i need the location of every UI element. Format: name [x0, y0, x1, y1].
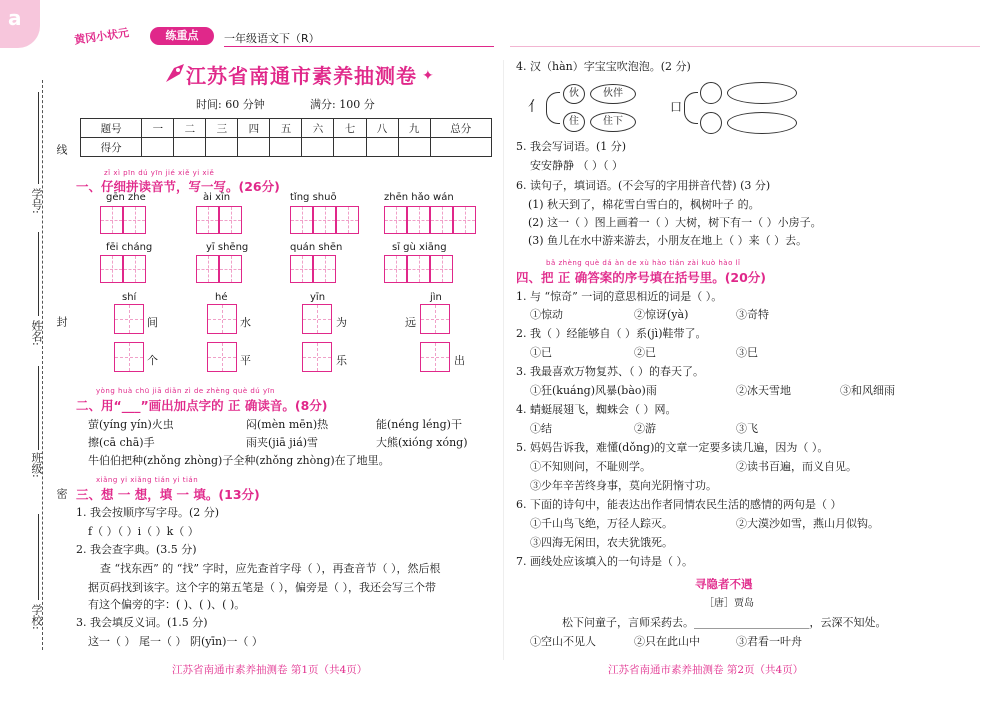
score-head-10: 总分 [430, 119, 491, 138]
writing-grid-cell[interactable] [219, 206, 242, 234]
sec3-q3-answer[interactable]: 这一（ ） 尾一（ ） 阴(yīn)一（ ） [88, 635, 263, 648]
sec2-item: 萤(yíng yín)火虫 [88, 418, 174, 431]
sec3-q2-text[interactable]: 据页码找到该字。这个字的第五笔是（ ），偏旁是（ ），我还会写三个带 [88, 581, 436, 594]
char-label: 出 [454, 354, 465, 367]
pinyin-word: gēn zhe [106, 192, 146, 203]
m1-option[interactable]: ①惊动 [530, 308, 563, 321]
writing-grid-cell[interactable] [302, 304, 332, 334]
m2-option[interactable]: ①已 [530, 346, 552, 359]
m6-option[interactable]: ①千山鸟飞绝，万径人踪灭。 [530, 517, 673, 530]
bubble-blank-word[interactable] [727, 112, 797, 134]
subject-label: 一年级语文下（R） [224, 32, 320, 45]
label-banji: 班级: [30, 452, 43, 478]
score-head-7: 七 [334, 119, 366, 138]
banji-field[interactable] [38, 366, 39, 450]
title-rocket-icon [162, 60, 188, 86]
xuexiao-field[interactable] [38, 514, 39, 600]
bubble-word: 伙伴 [590, 84, 636, 104]
m7-option[interactable]: ①空山不见人 [530, 635, 596, 648]
writing-grid-cell[interactable] [196, 206, 219, 234]
writing-grid-cell[interactable] [453, 206, 476, 234]
binding-xian: 线 [55, 144, 68, 155]
score-head-5: 五 [270, 119, 302, 138]
writing-grid-cell[interactable] [407, 255, 430, 283]
sec3-title: 三、想 一 想，填 一 填。(13分) [76, 487, 260, 502]
pinyin-word: ài xīn [203, 192, 231, 203]
sec1-pinyin: zǐ xì pīn dú yīn jié xiě yi xiě [104, 169, 215, 177]
m5-option[interactable]: ①不知则问，不耻则学。 [530, 460, 651, 473]
poem-title: 寻隐者不遇 [695, 577, 753, 591]
writing-grid-cell[interactable] [290, 206, 313, 234]
sec3-q2-text[interactable]: 有这个偏旁的字：( )、( )、( )。 [88, 598, 246, 611]
m7-question: 7. 画线处应该填入的一句诗是（ ）。 [516, 555, 693, 568]
bubble-word: 住下 [590, 112, 636, 132]
pinyin-word: zhēn hǎo wán [384, 192, 454, 203]
m1-option[interactable]: ③奇特 [736, 308, 769, 321]
corner-letter: a [8, 6, 22, 30]
sec2-item: 闷(mèn mēn)热 [246, 418, 329, 431]
writing-grid-cell[interactable] [207, 304, 237, 334]
pinyin-word: sī gù xiāng [392, 242, 447, 253]
m3-option[interactable]: ③和风细雨 [840, 384, 895, 397]
time-label: 时间: 60 分钟 [196, 98, 265, 111]
score-cell[interactable] [398, 138, 430, 157]
m6-option[interactable]: ②大漠沙如雪，燕山月似钩。 [736, 517, 879, 530]
writing-grid-cell[interactable] [302, 342, 332, 372]
binding-line [42, 80, 43, 650]
score-cell[interactable] [302, 138, 334, 157]
writing-grid-cell[interactable] [384, 255, 407, 283]
sec4-pinyin: bǎ zhèng què dá àn de xù hào tián zài kuò hào lǐ [546, 259, 741, 267]
pinyin-word: tǐng shuō [290, 192, 337, 203]
writing-grid-cell[interactable] [384, 206, 407, 234]
char-label: 乐 [336, 354, 347, 367]
score-cell[interactable] [206, 138, 238, 157]
m5-option[interactable]: ②读书百遍，而义自见。 [736, 460, 857, 473]
score-table [80, 118, 492, 157]
m1-question: 1. 与 “惊奇” 一词的意思相近的词是（ ）。 [516, 290, 723, 303]
m6-question: 6. 下面的诗句中，能表达出作者同情农民生活的感情的两句是（ ） [516, 498, 842, 511]
m7-option[interactable]: ③君看一叶舟 [736, 635, 802, 648]
bubble-blank[interactable] [700, 112, 722, 134]
bubble-blank[interactable] [700, 82, 722, 104]
char-label: 间 [147, 316, 158, 329]
m4-option[interactable]: ②游 [634, 422, 656, 435]
m2-question: 2. 我（ ）经能够自（ ）系(jì)鞋带了。 [516, 327, 707, 340]
sec2-title: 二、用“___”画出加点字的 正 确读音。(8分) [76, 398, 328, 413]
footer-right: 江苏省南通市素养抽测卷 第2页（共4页） [608, 664, 804, 676]
score-cell[interactable] [334, 138, 366, 157]
q6-item[interactable]: (2) 这一（ ）图上画着一（ ）大树，树下有一（ ）小房子。 [528, 216, 822, 229]
writing-grid-cell[interactable] [313, 206, 336, 234]
sec2-item: 大熊(xióng xóng) [376, 436, 468, 449]
poem-author: ［唐］贾岛 [704, 598, 754, 609]
sec2-item: 擦(cā chā)手 [88, 436, 155, 449]
char-label: 个 [147, 354, 158, 367]
m5-question: 5. 妈妈告诉我，难懂(dǒng)的文章一定要多读几遍，因为（ ）。 [516, 441, 829, 454]
sec3-q1-answer[interactable]: f（ ）（ ）i（ ）k（ ） [88, 525, 199, 538]
sec3-q1: 1. 我会按顺序写字母。(2 分) [76, 506, 220, 519]
sec3-q3: 3. 我会填反义词。(1.5 分) [76, 616, 208, 629]
pinyin-word: yīn [310, 292, 326, 303]
writing-grid-cell[interactable] [420, 304, 450, 334]
label-xingming: 姓名: [30, 320, 43, 346]
writing-grid-cell[interactable] [290, 255, 313, 283]
writing-grid-cell[interactable] [100, 206, 123, 234]
footer-left: 江苏省南通市素养抽测卷 第1页（共4页） [172, 664, 368, 676]
sec4-title: 四、把 正 确答案的序号填在括号里。(20分) [516, 270, 767, 285]
sec3-q2: 2. 我会查字典。(3.5 分) [76, 543, 197, 556]
xuehao-field[interactable] [38, 92, 39, 184]
writing-grid-cell[interactable] [123, 255, 146, 283]
score-cell[interactable] [238, 138, 270, 157]
poem-line[interactable]: 松下问童子，言师采药去。_____________________，云深不知处。 [562, 616, 887, 629]
sec2-item: 能(néng léng)干 [376, 418, 462, 431]
m4-option[interactable]: ③飞 [736, 422, 758, 435]
q6-item[interactable]: (3) 鱼儿在水中游来游去，小朋友在地上（ ）来（ ）去。 [528, 234, 808, 247]
pinyin-word: jìn [430, 292, 442, 303]
label-xuexiao: 学校: [30, 604, 43, 630]
q6-item[interactable]: (1) 秋天到了，棉花雪白雪白的，枫树叶子 的。 [528, 198, 760, 211]
sec2-item: 雨夹(jiā jiá)雪 [246, 436, 319, 449]
page-title: 江苏省南通市素养抽测卷 [186, 64, 417, 88]
score-cell[interactable] [174, 138, 206, 157]
m1-option[interactable]: ②惊讶(yà) [634, 308, 689, 321]
writing-grid-cell[interactable] [420, 342, 450, 372]
score-label: 满分: 100 分 [310, 98, 375, 111]
pinyin-word: hé [215, 292, 228, 303]
writing-grid-cell[interactable] [196, 255, 219, 283]
writing-grid-cell[interactable] [219, 255, 242, 283]
q6-title: 6. 读句子，填词语。(不会写的字用拼音代替) (3 分) [516, 179, 771, 192]
score-cell[interactable] [270, 138, 302, 157]
m5-option[interactable]: ③少年辛苦终身事，莫向光阴惰寸功。 [530, 479, 717, 492]
m2-option[interactable]: ②已 [634, 346, 656, 359]
bubble-char: 住 [563, 112, 585, 132]
pinyin-word: quán shēn [290, 242, 343, 253]
m3-question: 3. 我最喜欢万物复苏、（ ）的春天了。 [516, 365, 704, 378]
score-head-8: 八 [366, 119, 398, 138]
char-label: 平 [240, 354, 251, 367]
header-rule [224, 46, 494, 47]
score-head-3: 三 [206, 119, 238, 138]
bracket-2 [684, 92, 698, 124]
score-cell[interactable] [366, 138, 398, 157]
pinyin-word: fēi cháng [106, 242, 153, 253]
writing-grid-cell[interactable] [336, 206, 359, 234]
score-head-4: 四 [238, 119, 270, 138]
bubble-blank-word[interactable] [727, 82, 797, 104]
bubble-char: 伙 [563, 84, 585, 104]
m4-option[interactable]: ①结 [530, 422, 552, 435]
m4-question: 4. 蜻蜓展翅飞，蜘蛛会（ ）网。 [516, 403, 677, 416]
binding-feng: 封 [55, 316, 68, 327]
char-label: 水 [240, 316, 251, 329]
writing-grid-cell[interactable] [207, 342, 237, 372]
score-head-0: 题号 [81, 119, 142, 138]
radical-2: 口 [670, 100, 683, 114]
binding-mi: 密 [55, 488, 68, 499]
q5-answer[interactable]: 安安静静 （ ）（ ） [530, 159, 623, 172]
writing-grid-cell[interactable] [114, 342, 144, 372]
sec2-item: 牛伯伯把种(zhǒng zhòng)子全种(zhǒng zhòng)在了地里。 [88, 454, 390, 467]
sec2-pinyin: yòng huà chū jiā diǎn zì de zhèng què dú yīn [96, 387, 275, 395]
m7-option[interactable]: ②只在此山中 [634, 635, 700, 648]
brand-logo: 黄冈小状元 [73, 26, 130, 47]
m3-option[interactable]: ②冰天雪地 [736, 384, 791, 397]
m3-option[interactable]: ①狂(kuáng)风暴(bào)雨 [530, 384, 657, 397]
q4-title: 4. 汉（hàn）字宝宝吹泡泡。(2 分) [516, 60, 691, 73]
xingming-field[interactable] [38, 232, 39, 316]
score-cell[interactable] [430, 138, 491, 157]
pinyin-word: shí [122, 292, 137, 303]
score-cell[interactable] [142, 138, 174, 157]
char-label: 远 [405, 316, 416, 329]
score-row-label: 得分 [81, 138, 142, 157]
sec3-q2-text[interactable]: 查 “找东西” 的 “找” 字时，应先查首字母（ ），再查音节（ ），然后根 [100, 562, 441, 575]
q5-title: 5. 我会写词语。(1 分) [516, 140, 627, 153]
writing-grid-cell[interactable] [313, 255, 336, 283]
badge: 练重点 [150, 27, 214, 45]
char-label: 为 [336, 316, 347, 329]
m6-option[interactable]: ③四海无闲田，农夫犹饿死。 [530, 536, 673, 549]
right-header-rule [510, 46, 980, 47]
radical-1: 亻 [528, 99, 542, 115]
sec1-title: 一、仔细拼读音节，写一写。(26分) [76, 179, 280, 194]
page-divider [503, 60, 504, 660]
sec3-pinyin: xiǎng yi xiǎng tián yi tián [96, 476, 199, 484]
writing-grid-cell[interactable] [123, 206, 146, 234]
writing-grid-cell[interactable] [114, 304, 144, 334]
bracket-1 [546, 92, 560, 124]
writing-grid-cell[interactable] [100, 255, 123, 283]
score-head-6: 六 [302, 119, 334, 138]
score-head-1: 一 [142, 119, 174, 138]
label-xuehao: 学号: [30, 188, 43, 214]
m2-option[interactable]: ③巳 [736, 346, 758, 359]
writing-grid-cell[interactable] [430, 206, 453, 234]
writing-grid-cell[interactable] [407, 206, 430, 234]
score-head-9: 九 [398, 119, 430, 138]
score-head-2: 二 [174, 119, 206, 138]
pinyin-word: yī shēng [206, 242, 249, 253]
title-star-icon: ✦ [422, 68, 434, 84]
writing-grid-cell[interactable] [430, 255, 453, 283]
